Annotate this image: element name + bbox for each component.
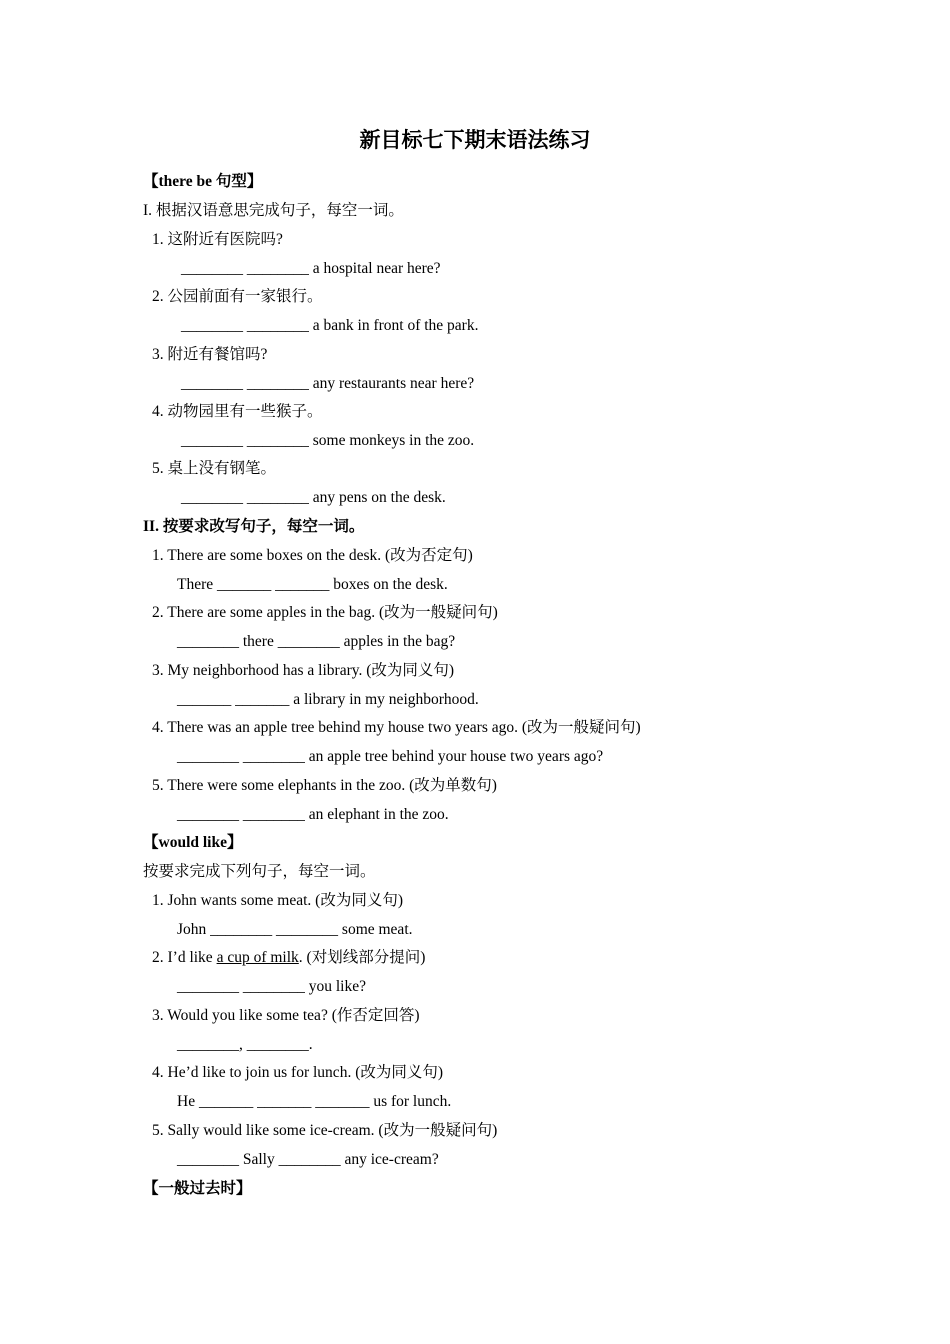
s2-q3-answer: ________, ________. <box>177 1036 313 1053</box>
p2-q2-answer: ________ there ________ apples in the bag? <box>177 633 456 650</box>
s2-q5-answer: ________ Sally ________ any ice-cream? <box>177 1151 439 1168</box>
p2-q3-answer: _______ _______ a library in my neighborhood. <box>177 691 479 708</box>
part2-instruction: II. 按要求改写句子，每空一词。 <box>143 518 365 535</box>
p1-q2-question: 2. 公园前面有一家银行。 <box>152 288 323 305</box>
page-title: 新目标七下期末语法练习 <box>359 128 591 152</box>
p1-q2-answer: ________ ________ a bank in front of the park. <box>181 317 479 334</box>
p2-q4-question: 4. There was an apple tree behind my house two years ago. (改为一般疑问句) <box>152 719 641 736</box>
s2-q1-question: 1. John wants some meat. (改为同义句) <box>152 892 403 909</box>
s2-q2-question <box>152 948 425 968</box>
s2-q5-question: 5. Sally would like some ice-cream. (改为一般疑问句) <box>152 1122 498 1139</box>
p1-q3-answer: ________ ________ any restaurants near here? <box>181 375 475 392</box>
section2-instruction: 按要求完成下列句子，每空一词。 <box>143 863 376 880</box>
p1-q1-question: 1. 这附近有医院吗? <box>152 231 283 248</box>
s2-q2-suffix: . (对划线部分提问) <box>298 949 426 966</box>
p1-q1-answer: ________ ________ a hospital near here? <box>181 260 441 277</box>
p1-q4-answer: ________ ________ some monkeys in the zoo. <box>181 432 475 449</box>
part1-instruction: I. 根据汉语意思完成句子，每空一词。 <box>143 202 404 219</box>
p2-q5-answer: ________ ________ an elephant in the zoo. <box>177 806 449 823</box>
p2-q3-question: 3. My neighborhood has a library. (改为同义句) <box>152 662 455 679</box>
s2-q4-answer: He _______ _______ _______ us for lunch. <box>177 1093 452 1110</box>
p2-q4-answer: ________ ________ an apple tree behind your house two years ago? <box>177 748 604 765</box>
p2-q2-question: 2. There are some apples in the bag. (改为一般疑问句) <box>152 604 498 621</box>
p1-q3-question: 3. 附近有餐馆吗? <box>152 346 268 363</box>
section-header-there-be: 【there be 句型】 <box>143 173 263 190</box>
section-header-would-like: 【would like】 <box>143 834 243 851</box>
p2-q5-question: 5. There were some elephants in the zoo. (改为单数句) <box>152 777 497 794</box>
s2-q2-prefix: 2. I’d like <box>152 949 217 966</box>
section-header-past-tense: 【一般过去时】 <box>143 1180 252 1197</box>
p1-q5-answer: ________ ________ any pens on the desk. <box>181 489 446 506</box>
p2-q1-answer: There _______ _______ boxes on the desk. <box>177 576 448 593</box>
s2-q4-question: 4. He’d like to join us for lunch. (改为同义句) <box>152 1064 444 1081</box>
s2-q2-answer: ________ ________ you like? <box>177 978 366 995</box>
s2-q3-question: 3. Would you like some tea? (作否定回答) <box>152 1007 420 1024</box>
p1-q5-question: 5. 桌上没有钢笔。 <box>152 460 277 477</box>
p2-q1-question: 1. There are some boxes on the desk. (改为否定句) <box>152 547 473 564</box>
underlined-phrase: a cup of milk <box>216 949 299 966</box>
p1-q4-question: 4. 动物园里有一些猴子。 <box>152 403 323 420</box>
s2-q1-answer: John ________ ________ some meat. <box>177 921 413 938</box>
